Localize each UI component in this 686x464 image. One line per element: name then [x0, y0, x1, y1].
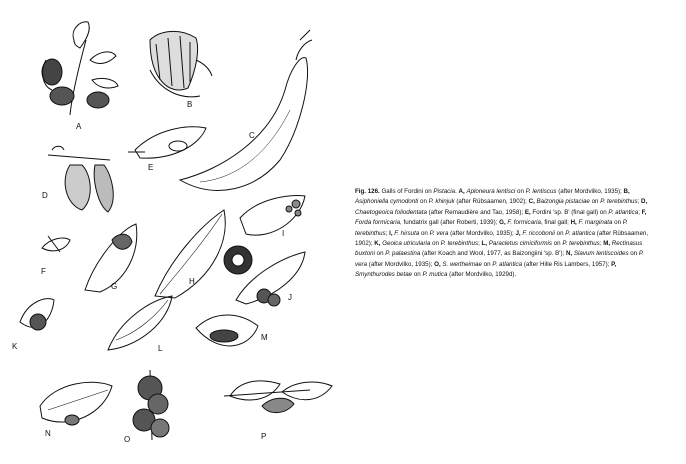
- panel-label-e: E: [148, 163, 154, 172]
- caption-entry-separator: ,: [628, 188, 630, 195]
- caption-entry-name: Forda formicaria: [355, 219, 401, 227]
- panel-label-o: O: [124, 435, 131, 444]
- caption-entry-name: F. marginata: [578, 219, 613, 227]
- caption-entry-name: Asiphoniella cymodonti: [355, 198, 419, 206]
- caption-entry-separator: ,: [390, 229, 395, 237]
- caption-entry-key: H: [570, 219, 576, 227]
- caption-entry-note: (after Mordvilko, 1935);: [448, 229, 516, 237]
- caption-entry-separator: ,: [645, 198, 648, 206]
- caption-entry-key: I: [389, 229, 391, 237]
- drawing-m: [196, 315, 258, 346]
- caption-entry-host: P. terebinthus: [562, 240, 600, 248]
- caption-entry-note: ;: [599, 240, 604, 248]
- panel-label-i: I: [282, 229, 285, 238]
- caption-entry-host: P. lentiscus: [525, 188, 557, 195]
- caption-entry-note: (after Remaudière and Tao, 1958);: [426, 208, 525, 216]
- caption-period: .: [455, 188, 459, 195]
- caption-entry-key: D: [641, 198, 646, 206]
- caption-entry-note: ;: [638, 208, 642, 216]
- drawing-c: [180, 30, 312, 190]
- caption-entry-host-pre: on: [554, 229, 566, 237]
- caption-entry-separator: ,: [644, 208, 647, 216]
- caption-intro: Galls of Fordini on: [379, 188, 434, 195]
- caption-entry-host: P. terebinthus: [600, 198, 638, 206]
- caption-entry-note: (after Koach and Wool, 1977, as Baizongiini 'sp. B');: [420, 250, 566, 258]
- caption-entry-name: Slavum lentiscoides: [573, 250, 629, 258]
- caption-entry-host-pre: on: [552, 240, 563, 248]
- panel-label-m: M: [261, 333, 268, 342]
- caption-entry-separator: ,: [503, 219, 508, 227]
- caption-entry-note: (after Mordvilko, 1929d).: [447, 271, 517, 279]
- panel-label-d: D: [42, 191, 48, 200]
- drawing-o: [133, 370, 169, 440]
- caption-entry-host-pre: , final gall;: [540, 219, 571, 227]
- caption-entry-note: (after Hille Ris Lambers, 1957);: [522, 260, 612, 268]
- caption-entry-name: Baizongia pistaciae: [536, 198, 590, 206]
- caption-entry-host-pre: on: [418, 198, 429, 206]
- caption-entry-host-pre: on: [412, 271, 423, 279]
- drawing-d: [48, 146, 113, 212]
- caption-entry-note: (after Mordvilko, 1935);: [367, 260, 435, 268]
- caption-entry-name: F. riccobonii: [522, 229, 555, 237]
- caption-entry-separator: ,: [518, 229, 523, 237]
- caption-entry-separator: ,: [528, 208, 533, 216]
- panel-label-g: G: [111, 282, 118, 291]
- caption-entry-name: Geoica utricularia: [382, 240, 431, 248]
- caption-entry-host-pre: on: [419, 229, 430, 237]
- caption-entry-name: S. wertheimae: [442, 260, 482, 268]
- caption-entry-note: (after Mordvilko, 1935);: [556, 188, 624, 195]
- caption-entry-host-pre: on: [374, 250, 386, 258]
- drawing-j: [224, 246, 305, 306]
- caption-entry-separator: ,: [614, 260, 617, 268]
- caption-entry-note: ;: [637, 198, 642, 206]
- caption-entry-separator: ,: [463, 188, 467, 195]
- caption-entry-note: (after Rübsaamen, 1902);: [454, 198, 529, 206]
- caption-entry-key: A: [458, 188, 464, 195]
- panel-label-a: A: [76, 122, 82, 131]
- drawing-a: [42, 22, 118, 115]
- caption-entry-key: J: [515, 229, 519, 237]
- caption-entry-host: P. atlantica: [492, 260, 523, 268]
- caption-heading: Fig. 126.: [355, 188, 380, 195]
- caption-entry-host-pre: on: [430, 240, 441, 248]
- panel-label-p: P: [261, 432, 267, 441]
- caption-entry-host: P. atlantica: [565, 229, 596, 237]
- caption-entry-key: O: [434, 260, 439, 268]
- panel-label-c: C: [249, 131, 255, 140]
- caption-entry-separator: ,: [438, 260, 443, 268]
- drawing-l: [108, 296, 172, 350]
- caption-entry-key: B: [623, 188, 629, 195]
- caption-entry-host: P. terebinthus: [440, 240, 479, 248]
- drawing-e: [128, 127, 206, 158]
- caption-entry-host: P. vera: [429, 229, 449, 237]
- caption-entry-note: (after Rübsaamen, 1902);: [355, 229, 649, 248]
- caption-entry-host-pre: on: [612, 219, 623, 227]
- caption-entry-note: ;: [478, 240, 482, 248]
- caption-entry-host: P. khinjuk: [428, 198, 455, 206]
- caption-entry-host: P. terebinthus: [355, 219, 628, 237]
- caption-entry-key: M: [603, 240, 609, 248]
- caption-entry-name: F. formicaria: [507, 219, 541, 227]
- caption-entry-name: Paracletus cimiciformis: [488, 240, 553, 248]
- caption-entry-host: P. atlantica: [608, 208, 639, 216]
- panel-label-n: N: [45, 429, 51, 438]
- caption-entry-host-pre: on: [628, 250, 639, 258]
- caption-entry-separator: ,: [575, 219, 579, 227]
- caption-entry-host-pre: on: [481, 260, 493, 268]
- caption-genus: Pistacia: [433, 188, 456, 195]
- panel-label-h: H: [189, 277, 195, 286]
- caption-entry-separator: ,: [608, 240, 612, 248]
- caption-entry-key: K: [374, 240, 379, 248]
- caption-entry-host: P. palaestina: [385, 250, 421, 258]
- drawing-k: [20, 299, 54, 330]
- panel-label-b: B: [187, 100, 193, 109]
- caption-entry-separator: ,: [378, 240, 383, 248]
- caption-entry-host: P. vera: [355, 250, 644, 268]
- caption-entry-name: Chaetogeoica foliodentata: [355, 208, 427, 216]
- caption-entry-key: C: [528, 198, 534, 206]
- caption-entry-name: F. hirsuta: [394, 229, 420, 237]
- caption-entry-name: Aploneura lentisci: [466, 188, 516, 195]
- drawing-i: [240, 196, 305, 236]
- drawing-f: [42, 236, 70, 252]
- caption-entry-name: Smynthurodes betae: [355, 271, 413, 279]
- caption-entry-note: ;: [385, 229, 390, 237]
- drawing-p: [224, 381, 332, 413]
- panel-label-l: L: [158, 344, 163, 353]
- caption-entry-separator: ,: [533, 198, 537, 206]
- drawing-n: [40, 382, 112, 425]
- caption-entry-key: P: [611, 260, 615, 268]
- caption-entry-host-pre: Fordini 'sp. B' (final gall) on: [532, 208, 609, 216]
- caption-entry-separator: ,: [570, 250, 574, 258]
- caption-entry-key: L: [481, 240, 486, 248]
- panel-label-j: J: [288, 293, 292, 302]
- panel-label-f: F: [41, 267, 46, 276]
- caption-entry-name: Rectinasus buxtoni: [355, 240, 643, 258]
- panel-label-k: K: [12, 342, 18, 351]
- caption-entry-host-pre: on: [589, 198, 601, 206]
- caption-entry-host-pre: , fundatrix gall (after Roberti, 1939);: [400, 219, 500, 227]
- caption-entry-host: P. mutica: [422, 271, 448, 279]
- drawing-b: [150, 31, 212, 96]
- caption-entry-key: G: [499, 219, 504, 227]
- caption-entry-key: E: [524, 208, 529, 216]
- caption-entry-host-pre: on: [515, 188, 526, 195]
- caption-entry-separator: ,: [485, 240, 489, 248]
- caption-entry-key: N: [565, 250, 571, 258]
- caption-entry-key: F: [641, 208, 645, 216]
- figure-caption: [355, 187, 655, 281]
- caption-entries: [355, 188, 648, 278]
